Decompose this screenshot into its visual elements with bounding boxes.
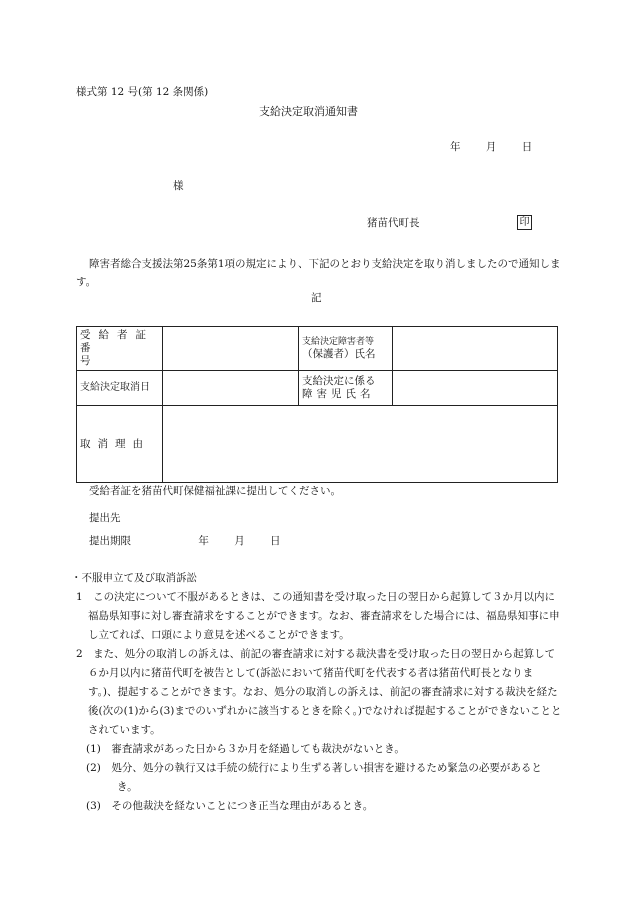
cert-number-label xyxy=(77,327,163,371)
date-month-unit: 月 xyxy=(485,141,497,153)
child-label xyxy=(299,371,393,406)
guardian-label-line2: （保護者）氏名 xyxy=(302,347,376,360)
info-table xyxy=(76,326,558,483)
appeal-notes xyxy=(71,569,562,816)
issuer-name: 猪苗代町長 xyxy=(367,217,420,229)
date-year-unit: 年 xyxy=(450,141,461,153)
body-text: 障害者総合支援法第25条第1項の規定により、下記のとおり支給決定を取り消しましたので通知します。 xyxy=(76,258,561,288)
date-day-unit: 日 xyxy=(521,141,533,153)
document-title: 支給決定取消通知書 xyxy=(259,105,358,118)
child-label-line2: 障害児氏名 xyxy=(302,388,375,401)
form-number: 様式第 12 号(第 12 条関係) xyxy=(76,86,209,98)
reason-value xyxy=(163,406,558,483)
seal-char: 印 xyxy=(517,215,532,230)
deadline-month-unit: 月 xyxy=(234,535,245,547)
submit-to-label: 提出先 xyxy=(89,512,121,524)
deadline-year-unit: 年 xyxy=(198,535,209,547)
cancel-date-label: 支給決定取消日 xyxy=(77,371,163,406)
notes-sub-1: (1) 審査請求があった日から３か月を経過しても裁決がないとき。 xyxy=(86,743,405,755)
guardian-label-line1: 支給決定障害者等 xyxy=(302,336,375,347)
guardian-value xyxy=(393,327,558,371)
deadline-line xyxy=(89,535,281,548)
date-line xyxy=(450,141,532,154)
deadline-label: 提出期限 xyxy=(89,535,131,547)
notes-heading: ・不服申立て及び取消訴訟 xyxy=(71,572,197,584)
child-value xyxy=(393,371,558,406)
deadline-day-unit: 日 xyxy=(270,535,281,547)
seal-mark xyxy=(517,215,532,230)
recipient-suffix: 様 xyxy=(173,180,184,192)
cancel-date-value xyxy=(163,371,299,406)
notes-item-2: 2 また、処分の取消しの訴えは、前記の審査請求に対する裁決書を受け取った日の翌日から起算して６か月以内に猪苗代町を被告として(訴訟において猪苗代町を代表する者は猪苗代町長となります。)、提起することができます。なお、処分の取消しの訴えは、前記の審査請求に対する裁決を経た後(次の(1)から(3)までのいずれかに該当するときを除く。)でなければ提起することができないこととされています。 xyxy=(76,648,562,736)
child-label-line1: 支給決定に係る xyxy=(302,375,376,388)
notes-item-1: 1 この決定について不服があるときは、この通知書を受け取った日の翌日から起算して３か月以内に福島県知事に対し審査請求をすることができます。なお、審査請求をした場合には、福島県知事に申し立てれば、口頭により意見を述べることができます。 xyxy=(76,591,560,641)
cert-number-value xyxy=(163,327,299,371)
notes-sub-2: (2) 処分、処分の執行又は手続の続行により生ずる著しい損害を避けるため緊急の必要があるとき。 xyxy=(86,762,542,793)
cert-number-label-line2: 番号 xyxy=(80,342,143,368)
guardian-label xyxy=(299,327,393,371)
reason-label: 取消理由 xyxy=(77,406,163,483)
cert-number-label-line1: 受給者証 xyxy=(80,329,154,341)
ki-mark: 記 xyxy=(311,292,322,304)
notes-sub-3: (3) その他裁決を経ないことにつき正当な理由があるとき。 xyxy=(86,800,374,812)
submit-instruction: 受給者証を猪苗代町保健福祉課に提出してください。 xyxy=(89,485,341,497)
